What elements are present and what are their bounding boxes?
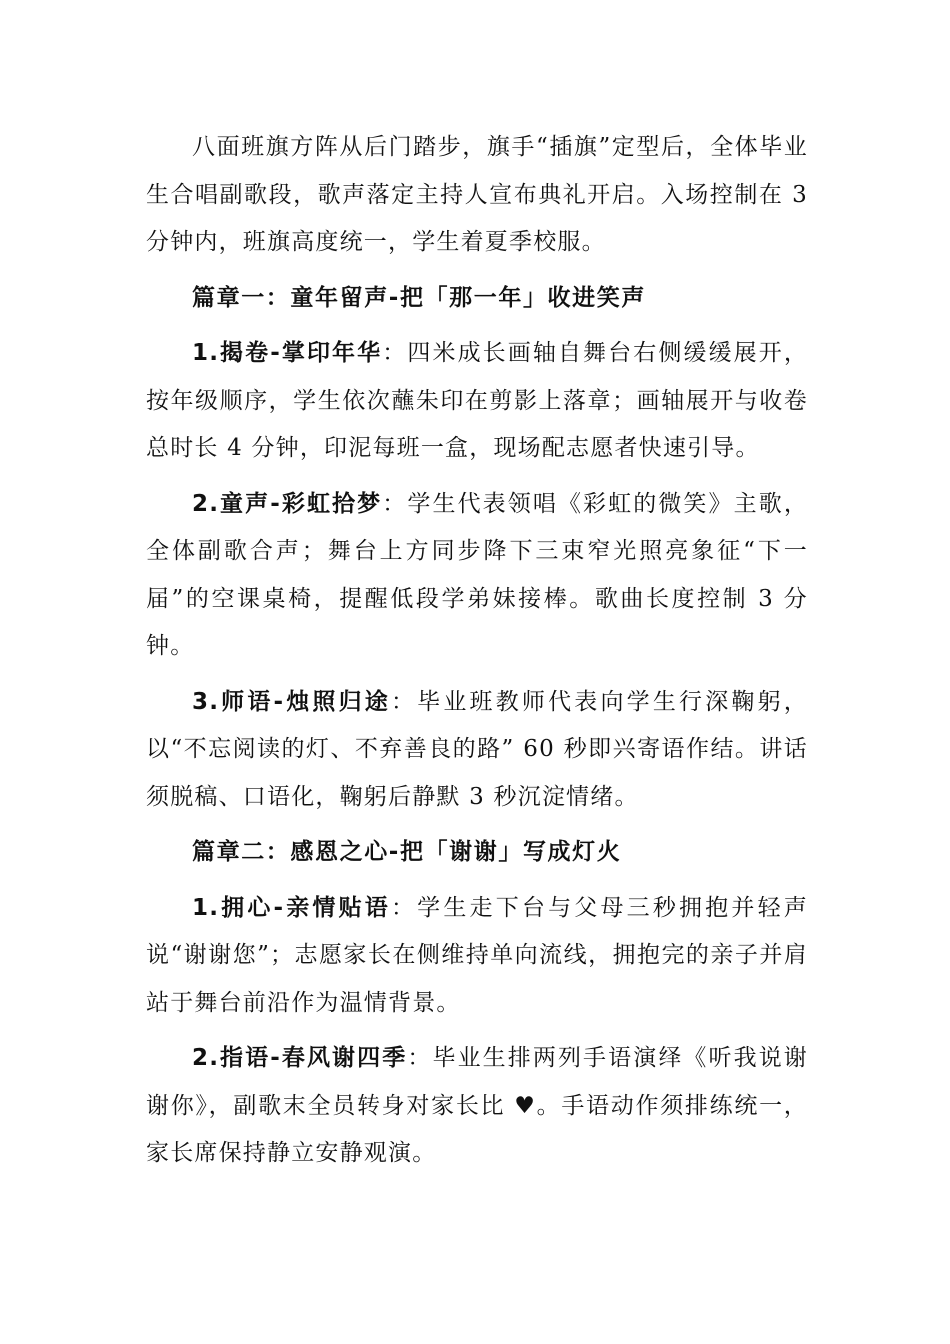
item-lead: 2.指语-春风谢四季	[192, 1045, 408, 1071]
item-text: 四米成长画轴自舞台右侧缓缓展开，按年级顺序，学生依次蘸朱印在剪影上落章；画轴展开与收卷总时长 4 分钟，印泥每班一盒，现场配志愿者快速引导。	[146, 340, 809, 461]
item-separator: ：	[390, 894, 418, 921]
intro-paragraph	[146, 124, 808, 267]
chapter-2-heading: 篇章二：感恩之心-把「谢谢」写成灯火	[192, 839, 622, 865]
chapter-1-item-3	[146, 679, 808, 822]
document-body	[146, 124, 808, 1186]
intro-text: 八面班旗方阵从后门踏步，旗手“插旗”定型后，全体毕业生合唱副歌段，歌声落定主持人宣布典礼开启。入场控制在 3 分钟内，班旗高度统一，学生着夏季校服。	[146, 134, 808, 255]
item-separator: ：	[382, 490, 408, 517]
item-separator: ：	[407, 1045, 433, 1071]
item-separator: ：	[382, 340, 408, 366]
item-text: 学生走下台与父母三秒拥抱并轻声说“谢谢您”；志愿家长在侧维持单向流线，拥抱完的亲子并肩站于舞台前沿作为温情背景。	[146, 894, 808, 1016]
item-lead: 1.揭卷-掌印年华	[192, 340, 383, 366]
chapter-1-item-2	[146, 481, 808, 671]
chapter-1-heading: 篇章一：童年留声-把「那一年」收进笑声	[192, 284, 646, 311]
chapter-1-item-1	[146, 330, 808, 473]
item-lead: 1.拥心-亲情贴语	[192, 894, 391, 921]
item-lead: 2.童声-彩虹拾梦	[192, 490, 383, 517]
item-text: 学生代表领唱《彩虹的微笑》主歌，全体副歌合声；舞台上方同步降下三束窄光照亮象征“下一届”的空课桌椅，提醒低段学弟妹接棒。歌曲长度控制 3 分钟。	[146, 490, 809, 659]
item-text: 毕业班教师代表向学生行深鞠躬，以“不忘阅读的灯、不弃善良的路” 60 秒即兴寄语作结。讲话须脱稿、口语化，鞠躬后静默 3 秒沉淀情绪。	[146, 688, 808, 810]
chapter-2-item-2	[146, 1035, 808, 1178]
chapter-2-item-1	[146, 885, 808, 1028]
item-separator: ：	[390, 688, 418, 715]
item-lead: 3.师语-烛照归途	[192, 688, 391, 715]
item-text: 毕业生排两列手语演绎《听我说谢谢你》，副歌末全员转身对家长比 ♥。手语动作须排练统一，家长席保持静立安静观演。	[146, 1045, 809, 1166]
